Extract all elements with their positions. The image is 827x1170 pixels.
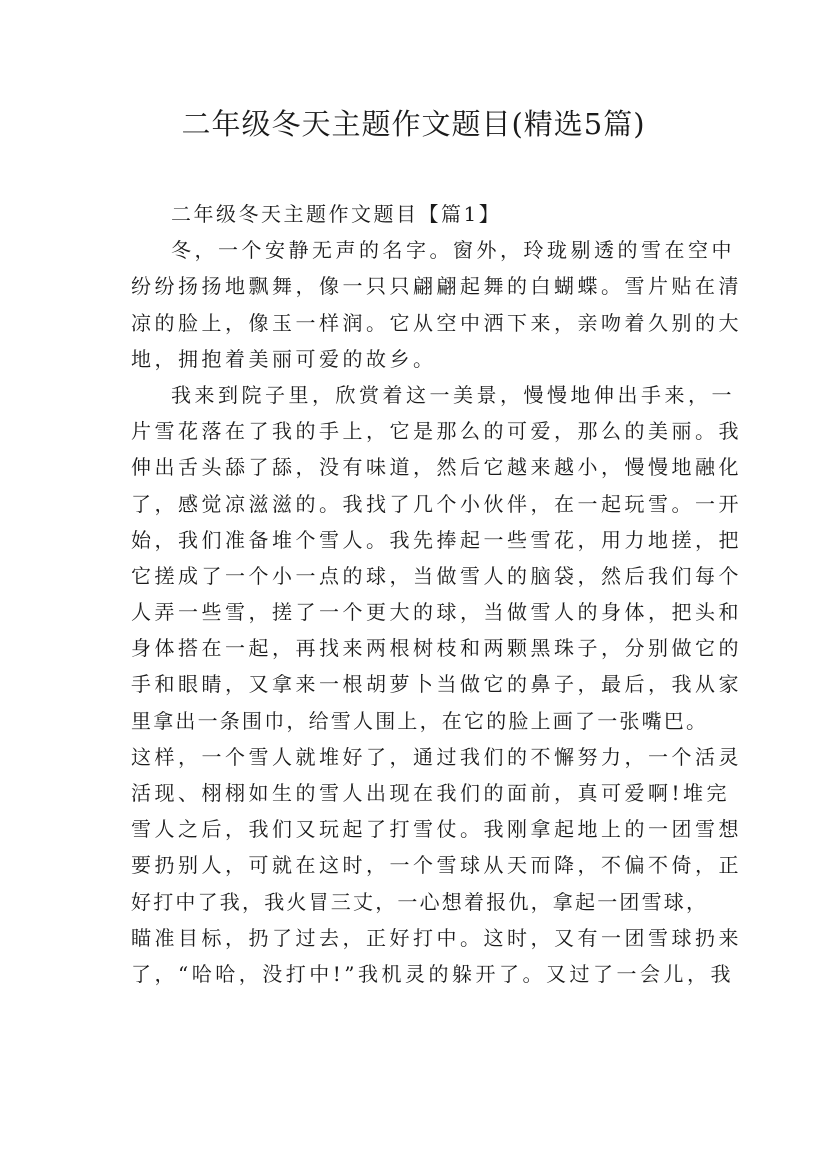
- paragraph-line: 手和眼睛，又拿来一根胡萝卜当做它的鼻子，最后，我从家: [131, 672, 742, 697]
- paragraph-line: 伸出舌头舔了舔，没有味道，然后它越来越小，慢慢地融化: [131, 455, 742, 480]
- paragraph-line: 里拿出一条围巾，给雪人围上，在它的脸上画了一张嘴巴。: [131, 708, 709, 733]
- paragraph-line: 了，“哈哈，没打中!”我机灵的躲开了。又过了一会儿，我: [131, 961, 734, 986]
- paragraph-line: 片雪花落在了我的手上，它是那么的可爱，那么的美丽。我: [131, 419, 742, 444]
- section-heading: 二年级冬天主题作文题目【篇1】: [171, 202, 502, 226]
- paragraph-line: 纷纷扬扬地飘舞，像一只只翩翩起舞的白蝴蝶。雪片贴在清: [131, 274, 742, 299]
- paragraph-line: 身体搭在一起，再找来两根树枝和两颗黑珠子，分别做它的: [131, 636, 742, 661]
- paragraph-line: 雪人之后，我们又玩起了打雪仗。我刚拿起地上的一团雪想: [131, 817, 742, 842]
- paragraph-line: 始，我们准备堆个雪人。我先捧起一些雪花，用力地搓，把: [131, 527, 742, 552]
- paragraph-line: 我来到院子里，欣赏着这一美景，慢慢地伸出手来，一: [171, 382, 735, 407]
- paragraph-line: 它搓成了一个小一点的球，当做雪人的脑袋，然后我们每个: [131, 563, 742, 588]
- paragraph-line: 瞄准目标，扔了过去，正好打中。这时，又有一团雪球扔来: [131, 925, 742, 950]
- paragraph-line: 这样，一个雪人就堆好了，通过我们的不懈努力，一个活灵: [131, 744, 742, 769]
- paragraph-line: 冬，一个安静无声的名字。窗外，玲珑剔透的雪在空中: [171, 238, 735, 263]
- paragraph-line: 凉的脸上，像玉一样润。它从空中洒下来，亲吻着久别的大: [131, 310, 742, 335]
- document-title: 二年级冬天主题作文题目(精选5篇): [181, 107, 646, 141]
- paragraph-line: 好打中了我，我火冒三丈，一心想着报仇，拿起一团雪球，: [131, 889, 709, 914]
- document-body: [131, 196, 742, 992]
- paragraph-line: 要扔别人，可就在这时，一个雪球从天而降，不偏不倚，正: [131, 853, 742, 878]
- paragraph-line: 活现、栩栩如生的雪人出现在我们的面前，真可爱啊!堆完: [131, 781, 731, 805]
- paragraph-line: 了，感觉凉滋滋的。我找了几个小伙伴，在一起玩雪。一开: [131, 491, 742, 516]
- paragraph-line: 人弄一些雪，搓了一个更大的球，当做雪人的身体，把头和: [131, 600, 742, 625]
- paragraph-line: 地，拥抱着美丽可爱的故乡。: [131, 346, 437, 371]
